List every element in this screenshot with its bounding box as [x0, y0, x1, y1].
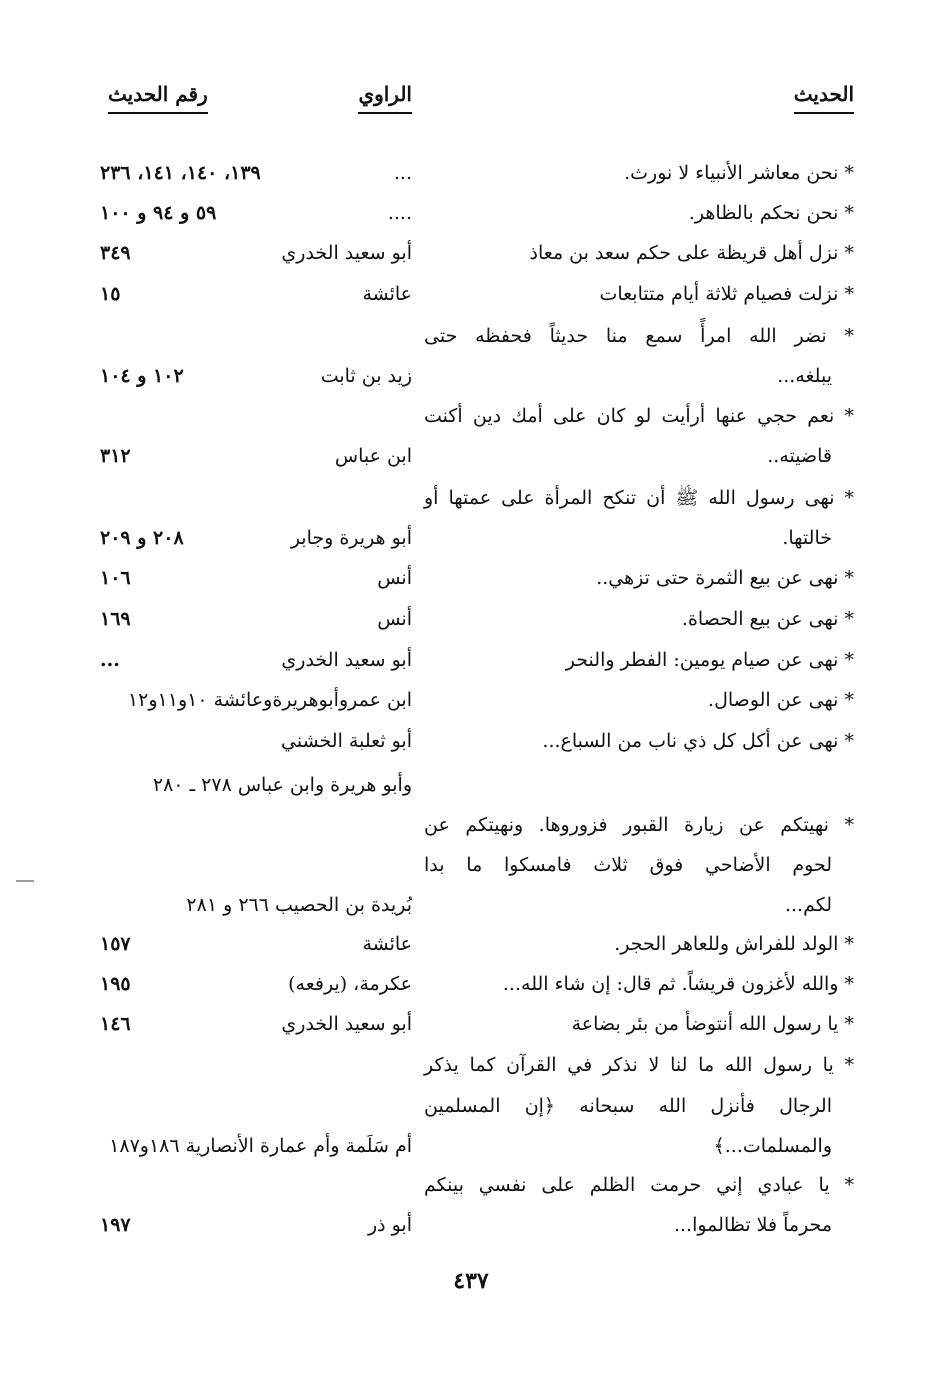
hadith-number-cell: ٥٩ و ٩٤ و ١٠٠	[100, 202, 217, 224]
hadith-text: * نهى عن بيع الحصاة.	[681, 608, 854, 630]
narrator-cell: عائشة	[362, 933, 412, 955]
hadith-text: * نهى رسول الله ﷺ أن تنكح المرأة على عمتها أو	[424, 487, 854, 509]
hadith-number-cell: ١٤٦	[100, 1013, 131, 1035]
hadith-text: * نهيتكم عن زيارة القبور فزوروها. ونهيتكم عن	[424, 814, 854, 836]
hadith-text-continuation: يبلغه...	[777, 365, 832, 387]
narrator-cell: أبو سعيد الخدري	[281, 649, 412, 671]
hadith-text-continuation: والمسلمات...﴾	[713, 1135, 832, 1157]
hadith-text: * والله لأغزون قريشاً. ثم قال: إن شاء الله...	[502, 973, 854, 995]
hadith-number-cell: ١٠٢ و ١٠٤	[100, 365, 184, 387]
hadith-text: * نضر الله امرأً سمع منا حديثاً فحفظه حتى	[424, 325, 854, 347]
hadith-text-continuation: لحوم الأضاحي فوق ثلاث فامسكوا ما بدا	[424, 854, 832, 876]
hadith-number-cell: ١٦٩	[100, 608, 131, 630]
hadith-number-cell: ١٣٩، ١٤٠، ١٤١، ٢٣٦	[100, 162, 261, 184]
margin-mark	[16, 880, 34, 882]
hadith-text-continuation: قاضيته..	[767, 445, 832, 467]
narrator-cell: أبو سعيد الخدري	[281, 1013, 412, 1035]
hadith-text: * نحن معاشر الأنبياء لا نورث.	[624, 162, 854, 184]
narrator-cell: ...	[393, 162, 412, 184]
hadith-text: * يا رسول الله ما لنا لا نذكر في القرآن كما يذكر	[424, 1054, 854, 1076]
hadith-text-continuation: محرماً فلا تظالموا...	[673, 1214, 832, 1236]
narrator-cell: أبو سعيد الخدري	[281, 242, 412, 264]
hadith-number-cell: ١٩٧	[100, 1214, 131, 1236]
narrator-cell: ابن عباس	[334, 445, 412, 467]
narrator-cell: أبو ذر	[367, 1214, 412, 1236]
narrator-cell: أنس	[377, 608, 412, 630]
hadith-text: * الولد للفراش وللعاهر الحجر.	[614, 933, 854, 955]
header-hadith: الحديث	[794, 82, 854, 114]
hadith-text: * نهى عن بيع الثمرة حتى تزهي..	[596, 567, 854, 589]
hadith-text-continuation: الرجال فأنزل الله سبحانه ﴿إن المسلمين	[424, 1095, 832, 1117]
narrator-cell: أم سَلَمة وأم عمارة الأنصارية ١٨٦و١٨٧	[109, 1135, 412, 1157]
narrator-cell: زيد بن ثابت	[320, 365, 412, 387]
hadith-text: * نعم حجي عنها أرأيت لو كان على أمك دين أكنت	[424, 405, 854, 427]
narrator-cell: أنس	[377, 567, 412, 589]
narrator-cell: أبو ثعلبة الخشني	[281, 730, 412, 752]
hadith-text: * نزل أهل قريظة على حكم سعد بن معاذ	[529, 242, 854, 264]
narrator-cell: بُريدة بن الحصيب ٢٦٦ و ٢٨١	[186, 894, 412, 916]
page-number: ٤٣٧	[453, 1268, 489, 1294]
narrator-cell: أبو هريرة وجابر	[290, 527, 412, 549]
narrator-cell: عكرمة، (يرفعه)	[288, 973, 412, 995]
header-number: رقم الحديث	[108, 82, 208, 114]
narrator-cell: عائشة	[362, 283, 412, 305]
hadith-text: * نحن نحكم بالظاهر.	[688, 202, 854, 224]
hadith-number-cell: ١٩٥	[100, 973, 131, 995]
hadith-text: * نهى عن الوصال.	[708, 689, 854, 711]
narrator-cell: ....	[387, 202, 412, 224]
hadith-number-cell: ١٠٦	[100, 567, 131, 589]
header-narrator: الراوي	[358, 82, 412, 114]
hadith-number-cell: ٣٤٩	[100, 242, 131, 264]
hadith-text: * نزلت فصيام ثلاثة أيام متتابعات	[599, 283, 854, 305]
hadith-text: * يا عبادي إني حرمت الظلم على نفسي بينكم	[424, 1174, 854, 1196]
hadith-number-cell: ٢٠٨ و ٢٠٩	[100, 527, 184, 549]
hadith-number-cell: ١٥٧	[100, 933, 131, 955]
hadith-text: * نهى عن أكل كل ذي ناب من السباع...	[542, 730, 854, 752]
hadith-text: * نهى عن صيام يومين: الفطر والنحر	[565, 649, 854, 671]
hadith-text-continuation: خالتها.	[782, 527, 832, 549]
hadith-text: * يا رسول الله أنتوضأ من بئر بضاعة	[571, 1013, 854, 1035]
narrator-cell: وأبو هريرة وابن عباس ٢٧٨ ـ ٢٨٠	[152, 774, 412, 796]
hadith-text-continuation: لكم...	[784, 894, 832, 916]
hadith-number-cell: ٣١٢	[100, 445, 131, 467]
narrator-cell: ابن عمروأبوهريرةوعائشة ١٠و١١و١٢	[127, 689, 412, 711]
hadith-number-cell: ...	[100, 649, 120, 671]
hadith-number-cell: ١٥	[100, 283, 121, 305]
